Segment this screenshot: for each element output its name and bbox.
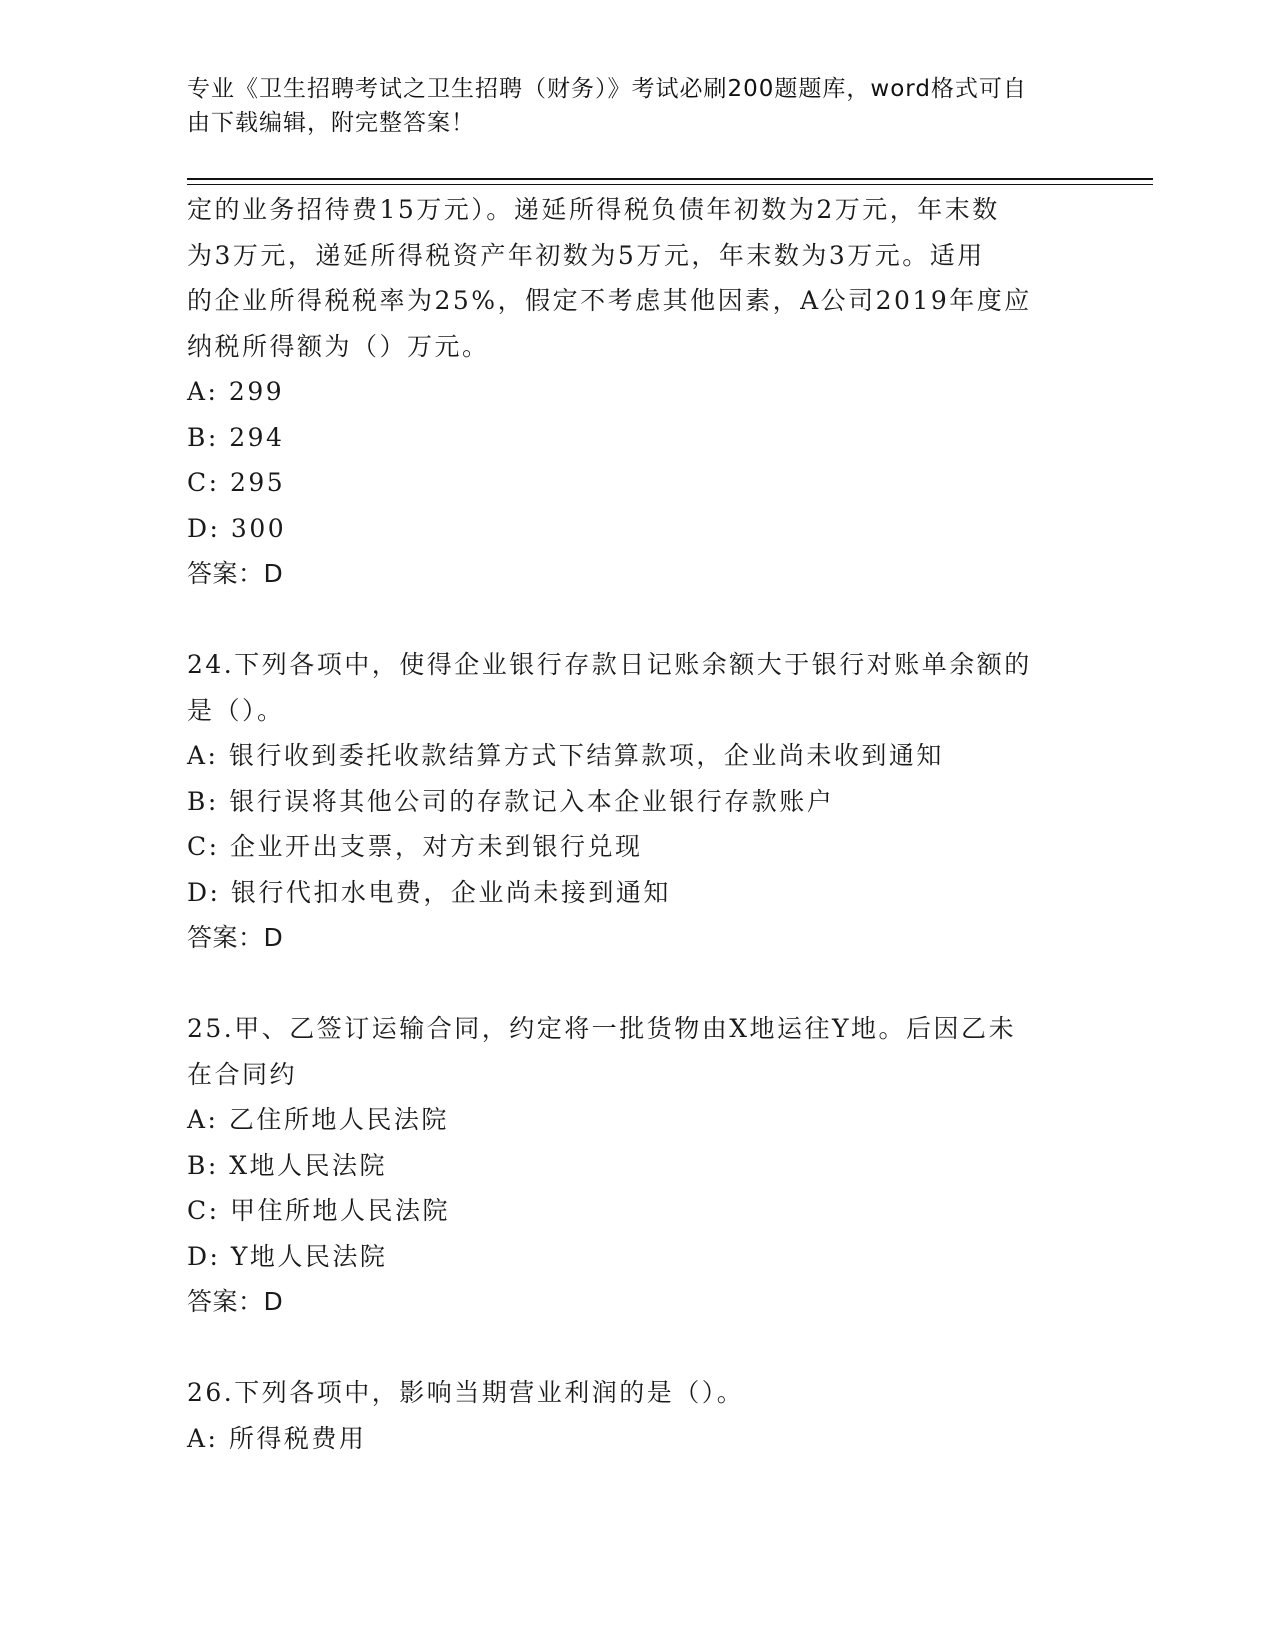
- answer-label: 答案：D: [187, 559, 284, 588]
- option-a: A: 299: [187, 377, 285, 406]
- spacer: [187, 597, 1077, 643]
- question-stem-line: 的企业所得税税率为25%，假定不考虑其他因素，A公司2019年度应: [187, 286, 1032, 315]
- question-stem-line: 26.下列各项中，影响当期营业利润的是（）。: [187, 1378, 745, 1407]
- option-b: B: 银行误将其他公司的存款记入本企业银行存款账户: [187, 786, 835, 816]
- question-stem-line: 为3万元，递延所得税资产年初数为5万元，年末数为3万元。适用: [187, 240, 985, 270]
- question-stem-line: 在合同约: [187, 1059, 298, 1089]
- header-divider-thick: [187, 178, 1153, 180]
- option-d: D: Y地人民法院: [187, 1241, 388, 1271]
- question-stem-line: 纳税所得额为（）万元。: [187, 331, 490, 361]
- question-23: [187, 187, 1077, 597]
- spacer: [187, 1325, 1077, 1371]
- spacer: [187, 961, 1077, 1007]
- question-26: [187, 1370, 1077, 1461]
- document-header: [187, 72, 1067, 140]
- option-a: A: 乙住所地人民法院: [187, 1105, 449, 1134]
- option-a: A: 银行收到委托收款结算方式下结算款项，企业尚未收到通知: [187, 741, 944, 770]
- header-line-1: 专业《卫生招聘考试之卫生招聘（财务）》考试必刷200题题库，word格式可自: [187, 76, 1027, 102]
- header-divider-thin: [187, 184, 1153, 185]
- option-a: A: 所得税费用: [187, 1423, 367, 1453]
- option-c: C: 甲住所地人民法院: [187, 1196, 450, 1225]
- option-b: B: 294: [187, 422, 285, 452]
- option-b: B: X地人民法院: [187, 1150, 388, 1180]
- question-stem-line: 是（）。: [187, 695, 285, 725]
- option-c: C: 企业开出支票，对方未到银行兑现: [187, 832, 643, 861]
- question-24: [187, 642, 1077, 961]
- answer-label: 答案：D: [187, 1287, 284, 1316]
- header-line-2: 由下载编辑，附完整答案！: [187, 110, 475, 136]
- option-d: D: 300: [187, 513, 287, 543]
- question-stem-line: 定的业务招待费15万元）。递延所得税负债年初数为2万元，年末数: [187, 195, 1000, 224]
- question-stem-line: 24.下列各项中，使得企业银行存款日记账余额大于银行对账单余额的: [187, 650, 1032, 679]
- question-25: [187, 1006, 1077, 1325]
- option-d: D: 银行代扣水电费，企业尚未接到通知: [187, 877, 671, 907]
- question-stem-line: 25.甲、乙签订运输合同，约定将一批货物由X地运往Y地。后因乙未: [187, 1014, 1017, 1043]
- answer-label: 答案：D: [187, 923, 284, 952]
- option-c: C: 295: [187, 468, 286, 497]
- question-list: [187, 187, 1077, 1461]
